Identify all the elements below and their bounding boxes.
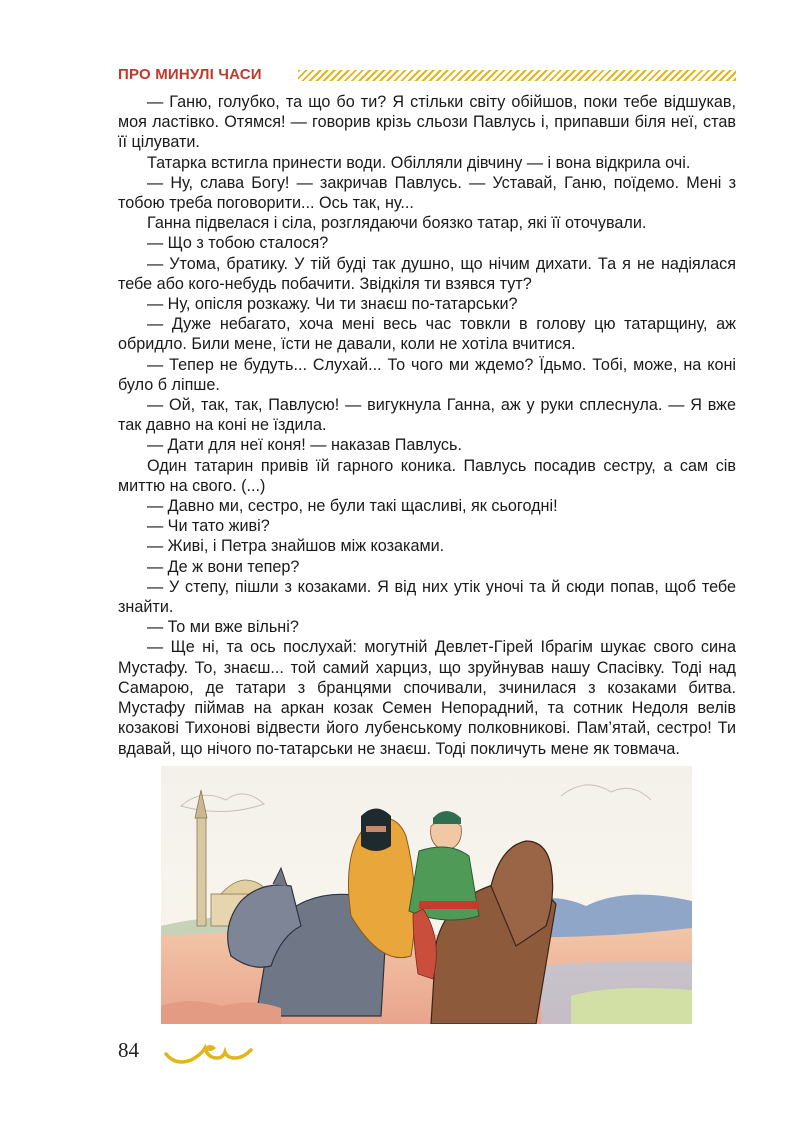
- swirl-ornament-icon: [164, 1040, 254, 1070]
- paragraph: — Утома, братику. У тій буді так душно, що нічим дихати. Та я не надіялася тебе або кого-небудь побачити. Звідкіля ти взявся тут?: [118, 254, 736, 293]
- paragraph: — Давно ми, сестро, не були такі щасливі, як сьогодні!: [147, 497, 558, 516]
- paragraph: Татарка встигла принести води. Обілляли дівчину — і вона відкрила очі.: [147, 153, 691, 172]
- paragraph: Один татарин привів їй гарного коника. Павлусь посадив сестру, а сам сів миттю на свого. (...): [118, 456, 736, 495]
- paragraph: — Ганю, голубко, та що бо ти? Я стільки світу обійшов, поки тебе відшукав, моя ластівко. Отямся! — говорив крізь сльози Павлусь і, припавши біля неї, став її цілувати.: [118, 93, 736, 152]
- paragraph: — Тепер не будуть... Слухай... То чого ми ждемо? Їдьмо. Тобі, може, на коні було б ліпше.: [118, 355, 736, 394]
- illustration-riders: [161, 766, 692, 1024]
- page-number: 84: [118, 1038, 139, 1062]
- paragraph: — У степу, пішли з козаками. Я від них утік уночі та й сюди попав, щоб тебе знайти.: [118, 577, 736, 617]
- paragraph: — Чи тато живі?: [147, 517, 270, 536]
- section-title: ПРО МИНУЛІ ЧАСИ: [118, 66, 262, 83]
- paragraph: — Живі, і Петра знайшов між козаками.: [147, 537, 445, 556]
- paragraph: — Дати для неї коня! — наказав Павлусь.: [147, 436, 462, 455]
- paragraph: — То ми вже вільні?: [147, 618, 299, 637]
- paragraph: — Що з тобою сталося?: [147, 234, 329, 253]
- hatched-rule-icon: [298, 70, 736, 81]
- paragraph: Ганна підвелася і сіла, розглядаючи боязко татар, які її оточували.: [147, 214, 647, 233]
- running-header: [118, 66, 736, 88]
- paragraph: — Дуже небагато, хоча мені весь час товкли в голову цю татарщину, аж обридло. Били мене, їсти не давали, коли не хотіла вчитися.: [118, 315, 736, 354]
- paragraph: — Ой, так, так, Павлусю! — вигукнула Ганна, аж у руки сплеснула. — Я вже так давно на коні не їздила.: [118, 396, 736, 435]
- paragraph: — Де ж вони тепер?: [147, 557, 300, 576]
- story-text: [118, 92, 736, 759]
- paragraph: — Ну, слава Богу! — закричав Павлусь. — Уставай, Ганю, поїдемо. Мені з тобою треба поговорити... Ось так, ну...: [118, 173, 736, 213]
- paragraph: — Ну, опісля розкажу. Чи ти знаєш по-татарськи?: [147, 295, 518, 314]
- paragraph: — Ще ні, та ось послухай: могутній Девлет-Гірей Ібрагім шукає свого сина Мустафу. То, знаєш... той самий харциз, що зруйнував нашу Спасівку. Тоді над Самарою, де татари з бранцями спочивали, зчинилася з козаками битва. Мустафу піймав на аркан козак Семен Непорадний, та сотник Недоля велів козакові Тихонові відвести його лубенському полковникові. Пам’ятай, сестро! Ти вдавай, що нічого по-татарськи не знаєш. Тоді покличуть мене як товмача.: [118, 638, 736, 758]
